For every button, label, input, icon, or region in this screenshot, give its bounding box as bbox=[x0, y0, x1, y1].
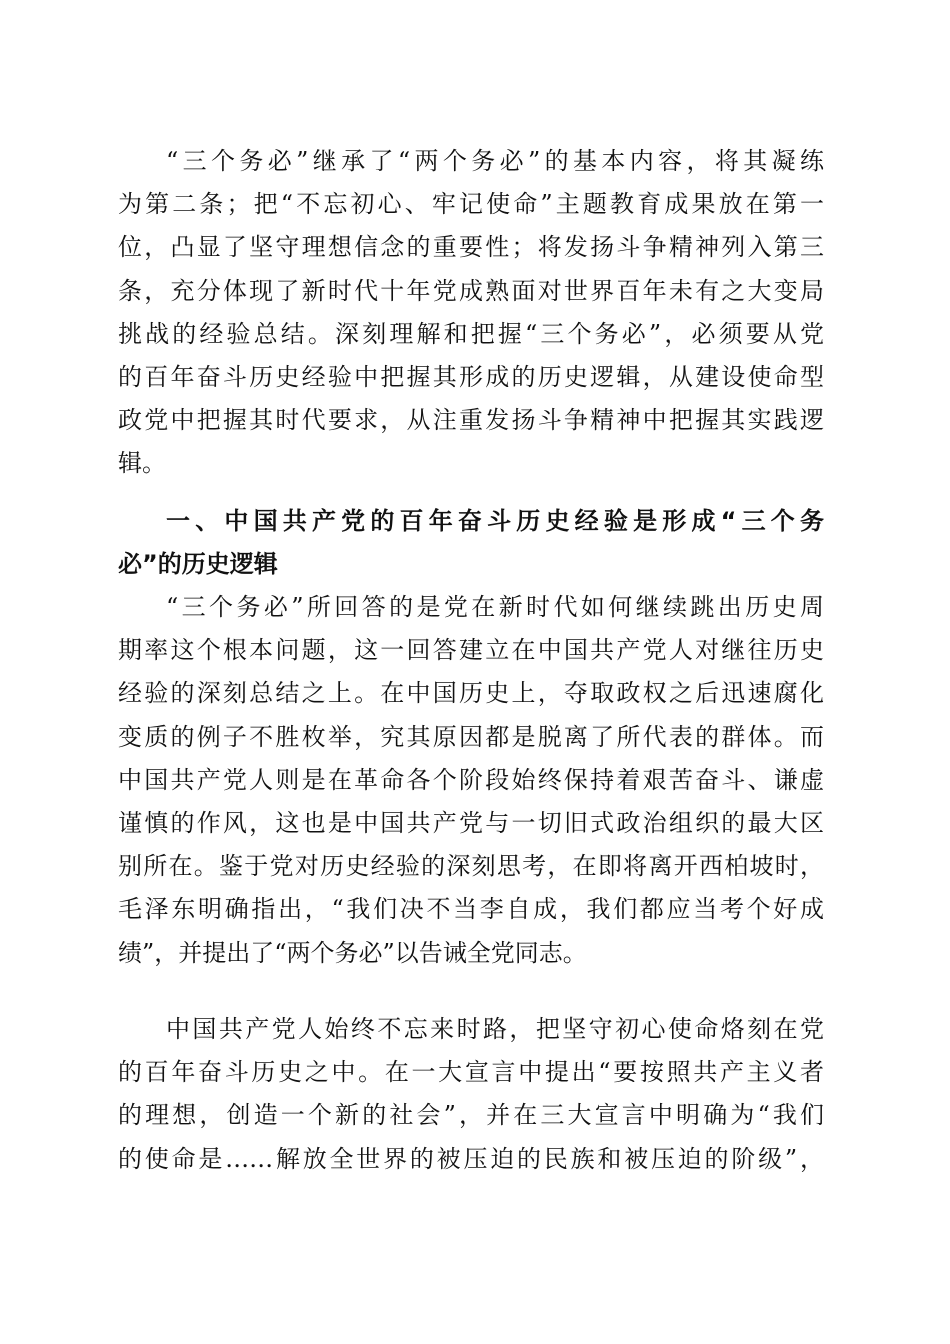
text-line: 谨慎的作风，这也是中国共产党与一切旧式政治组织的最大区 bbox=[118, 808, 824, 837]
paragraph-mission bbox=[118, 1008, 824, 1181]
text-line: “三个务必”继承了“两个务必”的基本内容，将其凝练 bbox=[166, 147, 824, 175]
paragraph-history bbox=[118, 586, 824, 975]
section-heading bbox=[118, 500, 824, 586]
text-line: 变质的例子不胜枚举，究其原因都是脱离了所代表的群体。而 bbox=[118, 722, 824, 751]
text-line: 的使命是……解放全世界的被压迫的民族和被压迫的阶级”， bbox=[118, 1144, 824, 1173]
text-line: 绩”，并提出了“两个务必”以告诫全党同志。 bbox=[118, 938, 587, 967]
text-line: 中国共产党人则是在革命各个阶段始终保持着艰苦奋斗、谦虚 bbox=[118, 765, 824, 794]
text-line: 为第二条；把“不忘初心、牢记使命”主题教育成果放在第一 bbox=[118, 190, 824, 219]
text-line: 政党中把握其时代要求，从注重发扬斗争精神中把握其实践逻 bbox=[118, 406, 824, 435]
text-line: 的理想，创造一个新的社会”，并在三大宣言中明确为“我们 bbox=[118, 1101, 824, 1130]
text-line: 毛泽东明确指出，“我们决不当李自成，我们都应当考个好成 bbox=[118, 895, 824, 924]
text-line: 的百年奋斗历史经验中把握其形成的历史逻辑，从建设使命型 bbox=[118, 362, 824, 391]
text-line: 的百年奋斗历史之中。在一大宣言中提出“要按照共产主义者 bbox=[118, 1058, 824, 1087]
text-line: 期率这个根本问题，这一回答建立在中国共产党人对继往历史 bbox=[118, 636, 824, 665]
text-line: 位，凸显了坚守理想信念的重要性；将发扬斗争精神列入第三 bbox=[118, 233, 824, 262]
text-line: 条，充分体现了新时代十年党成熟面对世界百年未有之大变局 bbox=[118, 276, 824, 305]
text-line: 经验的深刻总结之上。在中国历史上，夺取政权之后迅速腐化 bbox=[118, 679, 824, 708]
text-line: 挑战的经验总结。深刻理解和把握“三个务必”，必须要从党 bbox=[118, 319, 824, 348]
text-line: 中国共产党人始终不忘来时路，把坚守初心使命烙刻在党 bbox=[166, 1015, 824, 1043]
heading-line: 一、中国共产党的百年奋斗历史经验是形成“三个务 bbox=[166, 507, 824, 535]
text-line: 辑。 bbox=[118, 449, 166, 478]
heading-line: 必”的历史逻辑 bbox=[118, 550, 278, 579]
paragraph-intro bbox=[118, 140, 824, 486]
text-line: “三个务必”所回答的是党在新时代如何继续跳出历史周 bbox=[166, 593, 824, 621]
text-line: 别所在。鉴于党对历史经验的深刻思考，在即将离开西柏坡时， bbox=[118, 852, 824, 881]
